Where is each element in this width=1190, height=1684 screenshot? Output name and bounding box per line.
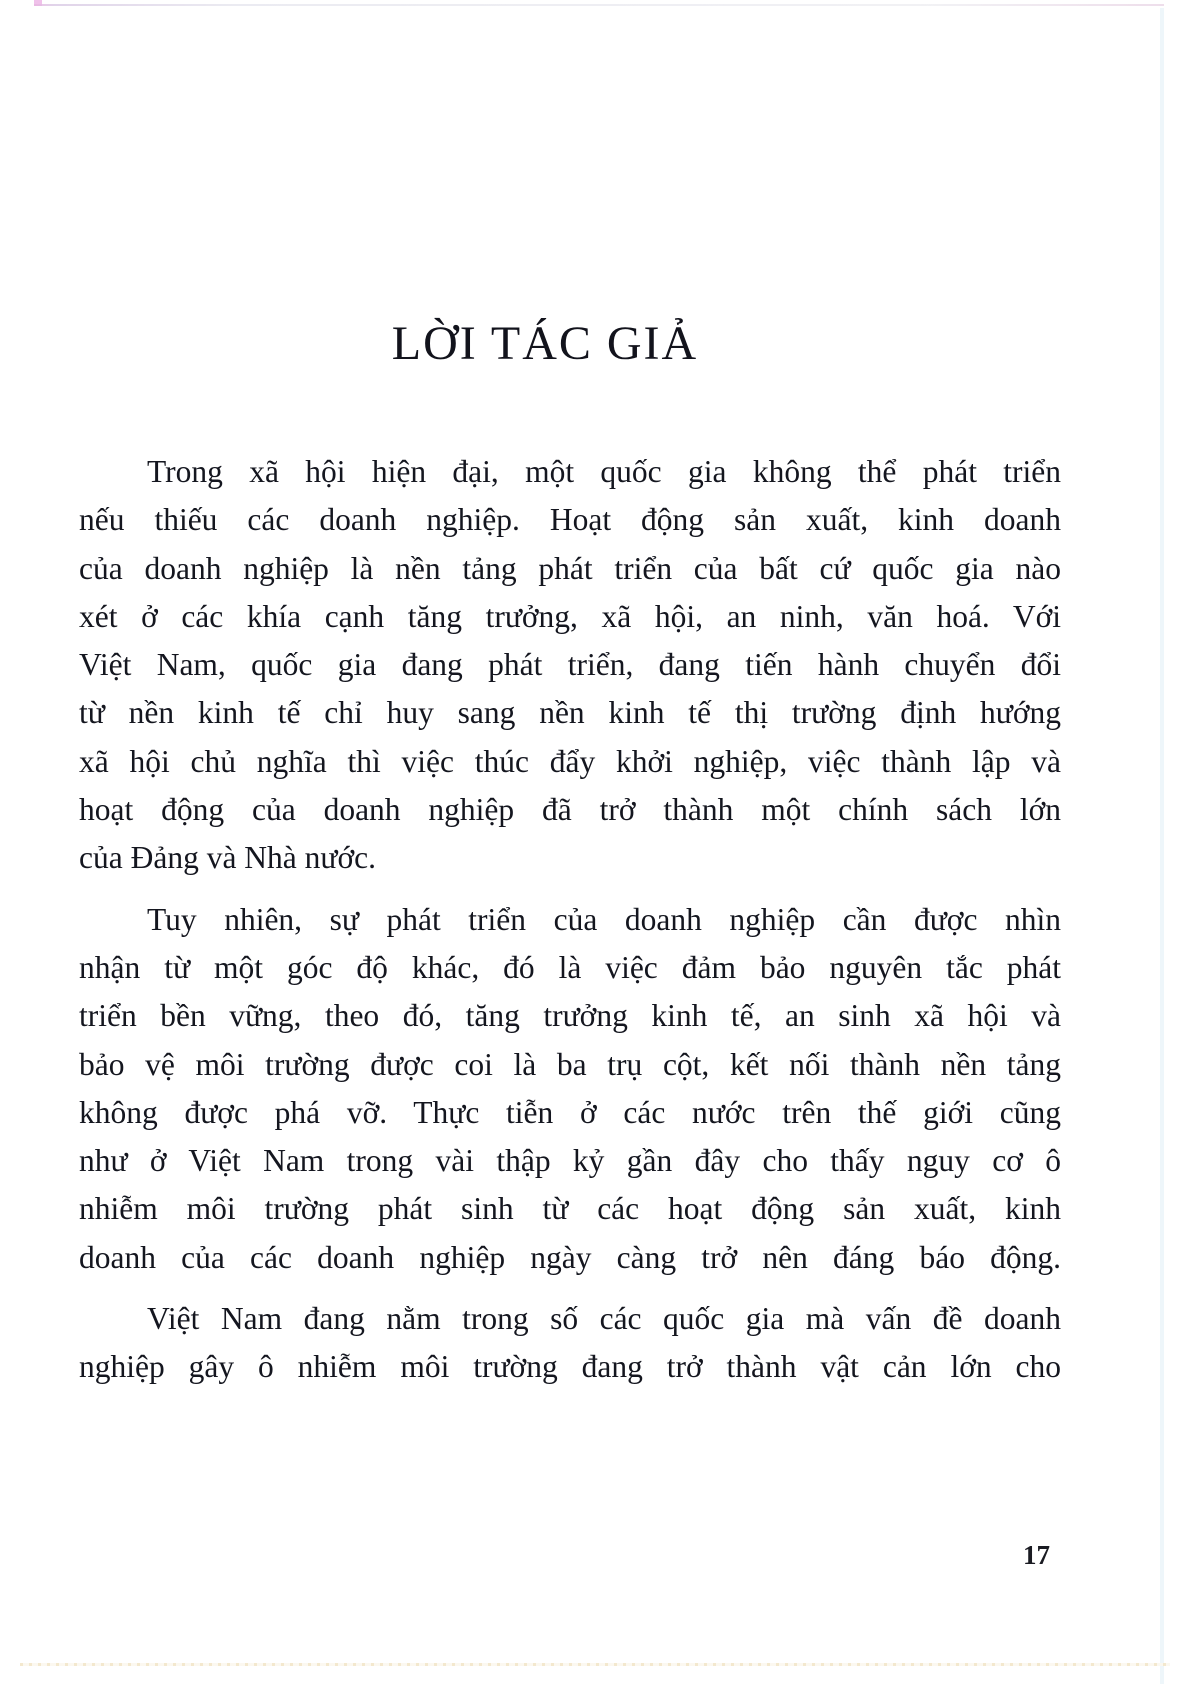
text-line: của Đảng và Nhà nước. [79, 840, 376, 876]
text-line: nghiệp gây ô nhiễm môi trường đang trở thành vật cản lớn cho [79, 1349, 1061, 1385]
text-line: triển bền vững, theo đó, tăng trưởng kinh tế, an sinh xã hội và [79, 998, 1061, 1034]
text-line: xét ở các khía cạnh tăng trưởng, xã hội, an ninh, văn hoá. Với [79, 598, 1061, 634]
paragraph-1 [79, 448, 1061, 883]
text-line: nhận từ một góc độ khác, đó là việc đảm bảo nguyên tắc phát [79, 949, 1061, 985]
text-line: xã hội chủ nghĩa thì việc thúc đẩy khởi nghiệp, việc thành lập và [79, 743, 1061, 779]
text-line: Trong xã hội hiện đại, một quốc gia không thể phát triển [147, 454, 1061, 489]
text-line: hoạt động của doanh nghiệp đã trở thành một chính sách lớn [79, 792, 1061, 828]
chapter-title: LỜI TÁC GIẢ [391, 317, 699, 370]
text-line: không được phá vỡ. Thực tiễn ở các nước trên thế giới cũng [79, 1094, 1061, 1130]
text-line: Tuy nhiên, sự phát triển của doanh nghiệp cần được nhìn [147, 901, 1061, 937]
text-line: doanh của các doanh nghiệp ngày càng trở nên đáng báo động. [79, 1239, 1061, 1275]
text-line: Việt Nam, quốc gia đang phát triển, đang tiến hành chuyển đổi [79, 647, 1061, 683]
paragraph-2 [79, 896, 1061, 1282]
text-line: nhiễm môi trường phát sinh từ các hoạt động sản xuất, kinh [79, 1191, 1061, 1227]
text-line: từ nền kinh tế chỉ huy sang nền kinh tế thị trường định hướng [79, 695, 1061, 731]
page-number: 17 [1023, 1540, 1050, 1570]
text-line: bảo vệ môi trường được coi là ba trụ cột, kết nối thành nền tảng [79, 1046, 1061, 1082]
text-line: Việt Nam đang nằm trong số các quốc gia mà vấn đề doanh [147, 1301, 1061, 1337]
text-line: nếu thiếu các doanh nghiệp. Hoạt động sản xuất, kinh doanh [79, 502, 1061, 538]
paragraph-3 [79, 1295, 1061, 1392]
body-text [79, 448, 1061, 1392]
text-line: của doanh nghiệp là nền tảng phát triển của bất cứ quốc gia nào [79, 550, 1061, 586]
text-line: như ở Việt Nam trong vài thập kỷ gần đây cho thấy nguy cơ ô [79, 1143, 1061, 1179]
